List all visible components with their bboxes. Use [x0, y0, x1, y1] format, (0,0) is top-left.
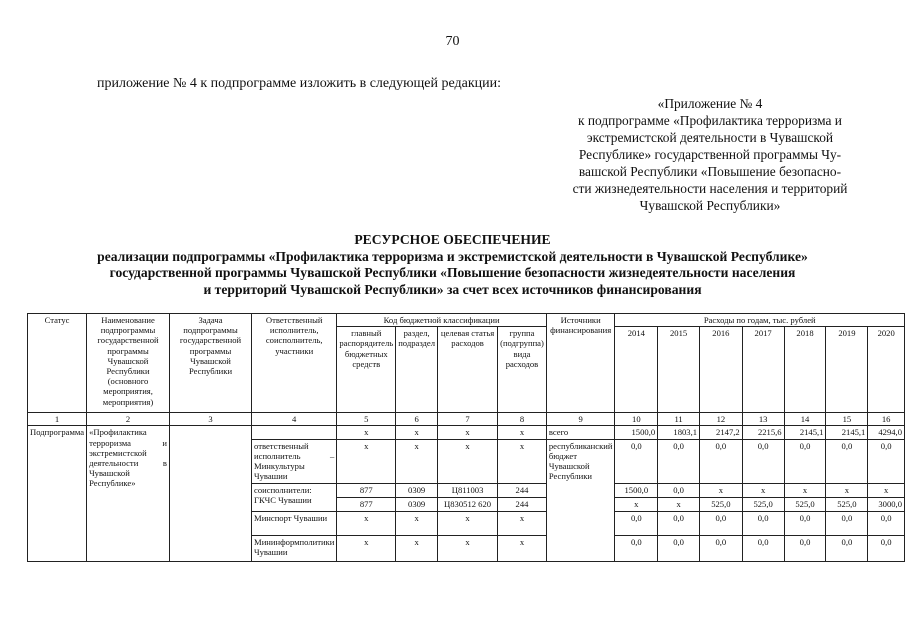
value-cell: 0,0 [700, 535, 743, 561]
value-cell: 1500,0 [615, 426, 658, 439]
header-year: 2015 [658, 327, 700, 413]
title-line: реализации подпрограммы «Профилактика терроризма и экстремистской деятельности в Чувашской Республике» [97, 248, 808, 264]
code-target: x [438, 439, 498, 483]
value-cell: 0,0 [742, 511, 784, 535]
code-group: x [498, 426, 547, 439]
header-year: 2016 [700, 327, 743, 413]
column-number: 16 [868, 413, 905, 426]
value-cell: 0,0 [868, 535, 905, 561]
code-group: 244 [498, 483, 547, 497]
table-row [28, 426, 905, 439]
value-cell: 0,0 [615, 535, 658, 561]
source-republic-cell: республиканский бюджет Чувашской Республики [546, 439, 615, 561]
value-cell: 0,0 [742, 439, 784, 483]
code-target: x [438, 535, 498, 561]
responsible-cell: соисполнители: ГКЧС Чувашии [252, 483, 337, 511]
value-cell: 0,0 [615, 511, 658, 535]
value-cell: 0,0 [826, 535, 868, 561]
value-cell: 1803,1 [658, 426, 700, 439]
column-number: 14 [784, 413, 826, 426]
header-sources: Источники финансирования [546, 314, 615, 413]
code-group: 244 [498, 497, 547, 511]
header-grbs: главный распорядитель бюджетных средств [337, 327, 396, 413]
value-cell: 0,0 [826, 511, 868, 535]
appendix-line: Чувашской Республики» [639, 198, 781, 213]
column-number: 11 [658, 413, 700, 426]
column-number: 12 [700, 413, 743, 426]
value-cell: x [784, 483, 826, 497]
header-task: Задача подпрограммы государственной программы Чувашской Республики [169, 314, 251, 413]
appendix-line: экстремистской деятельности в Чувашской [586, 130, 834, 145]
code-target: x [438, 511, 498, 535]
column-number: 6 [396, 413, 438, 426]
value-cell: 1500,0 [615, 483, 658, 497]
column-number: 7 [438, 413, 498, 426]
value-cell: 0,0 [784, 439, 826, 483]
header-status: Статус [28, 314, 87, 413]
column-number: 3 [169, 413, 251, 426]
column-number: 2 [87, 413, 170, 426]
title-line: государственной программы Чувашской Республики «Повышение безопасности жизнедеятельности населения [109, 265, 796, 280]
code-target: x [438, 426, 498, 439]
code-section: x [396, 511, 438, 535]
value-cell: 525,0 [826, 497, 868, 511]
code-grbs: x [337, 426, 396, 439]
header-group: группа (подгруппа) вида расходов [498, 327, 547, 413]
code-group: x [498, 511, 547, 535]
header-responsible: Ответственный исполнитель, соисполнитель, участники [252, 314, 337, 413]
value-cell: 4294,0 [868, 426, 905, 439]
source-total-cell: всего [546, 426, 615, 439]
column-number: 10 [615, 413, 658, 426]
header-year: 2017 [742, 327, 784, 413]
value-cell: 2215,6 [742, 426, 784, 439]
header-expenses: Расходы по годам, тыс. рублей [615, 314, 905, 327]
value-cell: x [700, 483, 743, 497]
value-cell: 0,0 [658, 439, 700, 483]
column-number: 9 [546, 413, 615, 426]
responsible-cell: Минспорт Чувашии [252, 511, 337, 535]
task-cell [169, 426, 251, 561]
value-cell: 525,0 [700, 497, 743, 511]
column-number: 15 [826, 413, 868, 426]
code-grbs: 877 [337, 497, 396, 511]
code-grbs: x [337, 511, 396, 535]
value-cell: 0,0 [742, 535, 784, 561]
code-target: Ц811003 [438, 483, 498, 497]
status-cell: Подпрограмма [28, 426, 87, 561]
responsible-cell: Мининформполитики Чувашии [252, 535, 337, 561]
header-year: 2019 [826, 327, 868, 413]
value-cell: x [868, 483, 905, 497]
column-number: 8 [498, 413, 547, 426]
code-section: 0309 [396, 483, 438, 497]
subprogram-name-cell: «Профилактика терроризма и экстремистской деятельности в Чувашской Республике» [87, 426, 170, 561]
value-cell: 525,0 [742, 497, 784, 511]
header-year: 2014 [615, 327, 658, 413]
code-group: x [498, 535, 547, 561]
value-cell: 0,0 [868, 511, 905, 535]
column-number: 1 [28, 413, 87, 426]
value-cell: x [826, 483, 868, 497]
column-number: 13 [742, 413, 784, 426]
code-section: x [396, 535, 438, 561]
document-title [0, 232, 905, 298]
value-cell: 0,0 [700, 439, 743, 483]
value-cell: 2145,1 [784, 426, 826, 439]
value-cell: 0,0 [658, 535, 700, 561]
column-number: 4 [252, 413, 337, 426]
value-cell: 0,0 [868, 439, 905, 483]
value-cell: 0,0 [826, 439, 868, 483]
code-grbs: 877 [337, 483, 396, 497]
value-cell: 0,0 [658, 483, 700, 497]
appendix-line: «Приложение № 4 [657, 96, 763, 111]
code-grbs: x [337, 535, 396, 561]
value-cell: 0,0 [615, 439, 658, 483]
code-section: 0309 [396, 497, 438, 511]
appendix-line: к подпрограмме «Профилактика терроризма и [578, 113, 842, 128]
header-year: 2020 [868, 327, 905, 413]
title-heading: РЕСУРСНОЕ ОБЕСПЕЧЕНИЕ [354, 232, 551, 247]
header-year: 2018 [784, 327, 826, 413]
resource-table [27, 313, 905, 562]
header-target: целевая статья расходов [438, 327, 498, 413]
value-cell: 0,0 [658, 511, 700, 535]
code-section: x [396, 426, 438, 439]
intro-line: приложение № 4 к подпрограмме изложить в следующей редакции: [97, 76, 502, 91]
value-cell: x [658, 497, 700, 511]
appendix-line: Республике» государственной программы Чу- [578, 147, 842, 162]
value-cell: 2147,2 [700, 426, 743, 439]
value-cell: 0,0 [700, 511, 743, 535]
column-number-row [28, 413, 905, 426]
value-cell: 525,0 [784, 497, 826, 511]
appendix-note [545, 95, 875, 214]
responsible-cell [252, 426, 337, 439]
header-budget-code: Код бюджетной классификации [337, 314, 547, 327]
value-cell: 0,0 [784, 535, 826, 561]
appendix-line: вашской Республики «Повышение безопасно- [578, 164, 842, 179]
responsible-cell: ответственный исполнитель – Минкультуры Чувашии [252, 439, 337, 483]
value-cell: 2145,1 [826, 426, 868, 439]
value-cell: x [742, 483, 784, 497]
code-grbs: x [337, 439, 396, 483]
value-cell: 3000,0 [868, 497, 905, 511]
value-cell: x [615, 497, 658, 511]
header-section: раздел, подраздел [396, 327, 438, 413]
appendix-line: сти жизнедеятельности населения и территорий [572, 181, 848, 196]
value-cell: 0,0 [784, 511, 826, 535]
code-target: Ц830512 620 [438, 497, 498, 511]
code-group: x [498, 439, 547, 483]
code-section: x [396, 439, 438, 483]
page-number: 70 [445, 34, 460, 49]
column-number: 5 [337, 413, 396, 426]
title-line: и территорий Чувашской Республики» за счет всех источников финансирования [203, 281, 702, 297]
header-name: Наименование подпрограммы государственной программы Чувашской Республики (основного мероприятия, мероприятия) [87, 314, 170, 413]
